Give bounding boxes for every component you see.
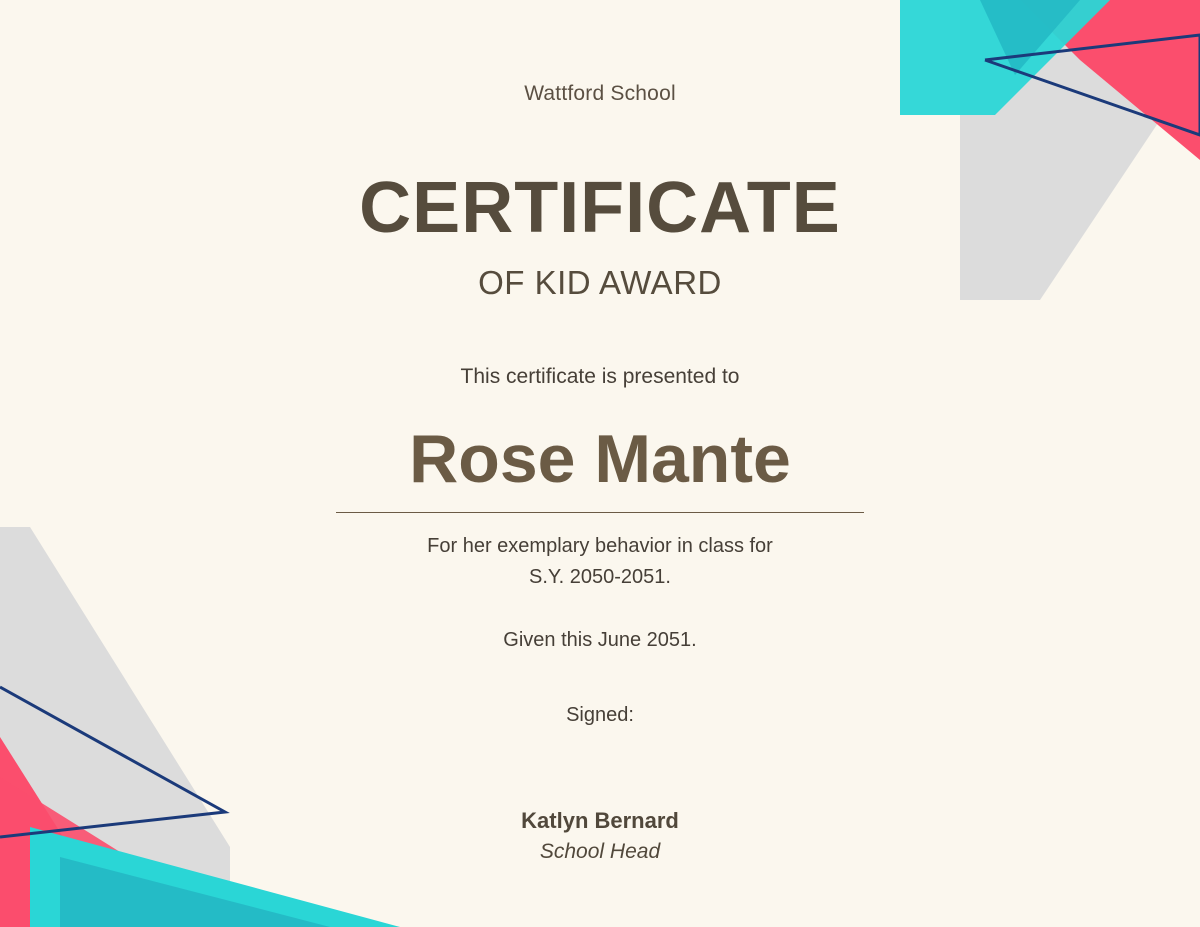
award-reason xyxy=(0,531,1200,593)
signatory-title: School Head xyxy=(539,840,661,863)
award-reason-line-2: S.Y. 2050-2051. xyxy=(529,566,671,588)
certificate-title: CERTIFICATE xyxy=(359,168,841,248)
signatory-name: Katlyn Bernard xyxy=(521,808,679,833)
issue-date: Given this June 2051. xyxy=(503,629,697,651)
recipient-name: Rose Mante xyxy=(409,421,791,497)
certificate-subtitle: OF KID AWARD xyxy=(478,264,722,301)
presented-to-label: This certificate is presented to xyxy=(460,365,740,388)
recipient-underline xyxy=(336,512,864,513)
school-name: Wattford School xyxy=(524,82,676,105)
signed-label: Signed: xyxy=(566,704,634,726)
award-reason-line-1: For her exemplary behavior in class for xyxy=(427,535,773,557)
